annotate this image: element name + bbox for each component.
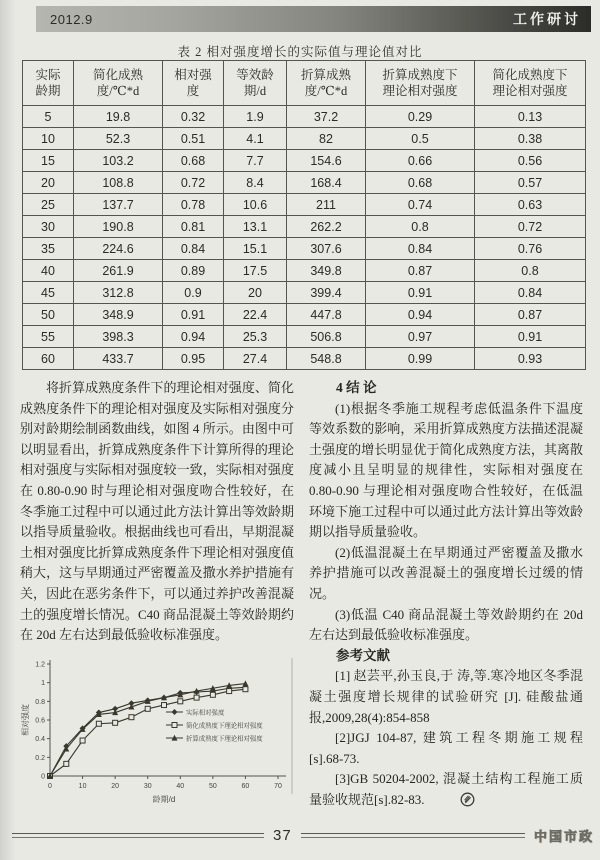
- table-cell: 25.3: [224, 326, 287, 348]
- table-cell: 0.63: [475, 194, 586, 216]
- conclusion-paragraph-2: (2)低温混凝土在早期通过严密覆盖及撒水养护措施可以改善混凝土的强度增长过缓的情况。: [309, 544, 583, 601]
- table-cell: 0.76: [475, 238, 586, 260]
- svg-text:0.2: 0.2: [35, 754, 45, 762]
- table-cell: 0.74: [366, 194, 475, 216]
- table-row: [23, 282, 586, 304]
- reference-3-text: [3]GB 50204-2002, 混凝土结构工程施工质量验收规范[s].82-83.: [309, 771, 583, 807]
- svg-text:1.2: 1.2: [35, 661, 45, 669]
- table-cell: 0.68: [163, 150, 224, 172]
- table-cell: 307.6: [287, 238, 366, 260]
- svg-text:实际相对强度: 实际相对强度: [186, 709, 225, 717]
- reference-3: [309, 769, 583, 813]
- reference-1: [1] 赵芸平,孙玉良,于 涛,等.寒冷地区冬季混凝土强度增长规律的试验研究 [J]. 硅酸盐通报,2009,28(4):854-858: [309, 668, 583, 725]
- table-row: [23, 238, 586, 260]
- table-cell: 7.7: [224, 150, 287, 172]
- table-cell: 5: [23, 106, 74, 128]
- table-cell: 27.4: [224, 348, 287, 370]
- svg-text:60: 60: [241, 782, 250, 790]
- table-cell: 0.87: [366, 260, 475, 282]
- table-row: [23, 326, 586, 348]
- page-number: 37: [273, 827, 292, 844]
- footer-rule-right: [301, 833, 525, 838]
- table-cell: 211: [287, 194, 366, 216]
- table-cell: 10: [23, 128, 74, 150]
- table-cell: 20: [23, 172, 74, 194]
- table-cell: 8.4: [224, 172, 287, 194]
- table-cell: 0.94: [163, 326, 224, 348]
- right-column: [309, 378, 583, 824]
- table-cell: 45: [23, 282, 74, 304]
- table-cell: 0.78: [163, 194, 224, 216]
- table-cell: 0.81: [163, 216, 224, 238]
- table-cell: 0.87: [475, 304, 586, 326]
- table-cell: 0.32: [163, 106, 224, 128]
- table-cell: 37.2: [287, 106, 366, 128]
- section-title: 工作研讨: [513, 11, 581, 27]
- svg-text:10: 10: [78, 782, 87, 790]
- table-cell: 0.97: [366, 326, 475, 348]
- table-cell: 0.66: [366, 150, 475, 172]
- table-cell: 55: [23, 326, 74, 348]
- table-cell: 0.95: [163, 348, 224, 370]
- table-title: 表 2 相对强度增长的实际值与理论值对比: [177, 45, 423, 59]
- table-cell: 13.1: [224, 216, 287, 238]
- table-cell: 0.57: [475, 172, 586, 194]
- page-footer: [12, 826, 594, 845]
- table-cell: 0.9: [163, 282, 224, 304]
- table-row: [23, 150, 586, 172]
- table-cell: 4.1: [224, 128, 287, 150]
- table-cell: 0.91: [163, 304, 224, 326]
- table-row: [23, 260, 586, 282]
- table-cell: 10.6: [224, 194, 287, 216]
- analysis-paragraph: 将折算成熟度条件下的理论相对强度、简化成熟度条件下的理论相对强度及实际相对强度分别对龄期绘制函数曲线，如图 4 所示。由图中可以明显看出，折算成熟度条件下计算所得的理论相对强度与实际相对强度较一致，实际相对强度在 0.80-0.90 时与理论相对强度吻合性较好，在冬季施工过程中可以通过此方法计算出等效龄期以指导质量验收。根据曲线也可看出，早期混凝土相对强度比折算成熟度条件下理论相对强度值稍大，这与早期通过严密覆盖及撒水养护措施有关，因此在恶劣条件下，可以通过养护改善混凝土的强度增长情况。C40 商品混凝土等效龄期约在 20d 左右达到最低验收标准强度。: [20, 380, 294, 643]
- table-cell: 433.7: [74, 348, 163, 370]
- table-cell: 137.7: [74, 194, 163, 216]
- table-row: [23, 106, 586, 128]
- table-cell: 0.38: [475, 128, 586, 150]
- table-cell: 0.91: [475, 326, 586, 348]
- svg-text:50: 50: [208, 782, 217, 790]
- table-cell: 0.13: [475, 106, 586, 128]
- body-columns: [20, 378, 583, 824]
- svg-text:30: 30: [143, 782, 152, 790]
- figure-4-chart: [20, 654, 298, 818]
- table-cell: 548.8: [287, 348, 366, 370]
- table-cell: 82: [287, 128, 366, 150]
- table-cell: 22.4: [224, 304, 287, 326]
- table-cell: 447.8: [287, 304, 366, 326]
- conclusion-paragraph-3: (3)低温 C40 商品混凝土等效龄期约在 20d 左右达到最低验收标准强度。: [309, 606, 583, 643]
- svg-text:龄期/d: 龄期/d: [152, 794, 176, 804]
- article-end-icon: [434, 792, 475, 814]
- column-header: 折算成熟度下 理论相对强度: [366, 61, 475, 106]
- left-column: [20, 378, 294, 824]
- table-cell: 0.84: [475, 282, 586, 304]
- svg-text:0.6: 0.6: [35, 717, 45, 725]
- svg-text:0.4: 0.4: [35, 735, 45, 743]
- table-cell: 20: [224, 282, 287, 304]
- svg-text:20: 20: [111, 782, 120, 790]
- table-cell: 1.9: [224, 106, 287, 128]
- table-cell: 224.6: [74, 238, 163, 260]
- table-cell: 0.84: [163, 238, 224, 260]
- table-cell: 348.9: [74, 304, 163, 326]
- table-cell: 0.93: [475, 348, 586, 370]
- table-cell: 0.99: [366, 348, 475, 370]
- comparison-table: [22, 60, 586, 370]
- svg-text:简化成熟度下理论相对强度: 简化成熟度下理论相对强度: [186, 722, 263, 730]
- header-bar: [36, 6, 591, 32]
- table-cell: 15: [23, 150, 74, 172]
- table-cell: 154.6: [287, 150, 366, 172]
- table-cell: 15.1: [224, 238, 287, 260]
- conclusion-paragraph-1: (1)根据冬季施工规程考虑低温条件下温度等效系数的影响，采用折算成熟度方法描述混凝土强度的增长明显优于简化成熟度方法，其离散度减小且呈明显的规律性，实际相对强度在 0.80-0.90 与理论相对强度吻合性较好，在低温环境下施工过程中可以通过此方法计算出等效龄期以指导质量验收。: [309, 400, 583, 540]
- table-cell: 506.8: [287, 326, 366, 348]
- table-cell: 0.8: [475, 260, 586, 282]
- table-row: [23, 128, 586, 150]
- column-header: 折算成熟 度/℃*d: [287, 61, 366, 106]
- table-cell: 0.89: [163, 260, 224, 282]
- svg-text:折算成熟度下理论相对强度: 折算成熟度下理论相对强度: [186, 735, 263, 743]
- journal-name: 中国市政: [533, 829, 594, 844]
- table-cell: 312.8: [74, 282, 163, 304]
- svg-text:0.8: 0.8: [35, 698, 45, 706]
- table-row: [23, 194, 586, 216]
- table-cell: 168.4: [287, 172, 366, 194]
- comparison-table-body: [23, 106, 586, 370]
- table-cell: 40: [23, 260, 74, 282]
- table-cell: 25: [23, 194, 74, 216]
- column-header: 实际 龄期: [23, 61, 74, 106]
- column-header: 简化成熟度下 理论相对强度: [475, 61, 586, 106]
- issue-date: 2012.9: [50, 11, 93, 27]
- column-header: 等效龄 期/d: [224, 61, 287, 106]
- column-header: 简化成熟 度/℃*d: [74, 61, 163, 106]
- table-cell: 0.56: [475, 150, 586, 172]
- svg-text:0: 0: [41, 773, 45, 781]
- table-cell: 60: [23, 348, 74, 370]
- table-cell: 190.8: [74, 216, 163, 238]
- table-cell: 52.3: [74, 128, 163, 150]
- table-cell: 17.5: [224, 260, 287, 282]
- column-header: 相对强 度: [163, 61, 224, 106]
- references-heading: 参考文献: [336, 647, 390, 663]
- table-cell: 349.8: [287, 260, 366, 282]
- table-cell: 0.8: [366, 216, 475, 238]
- table-row: [23, 172, 586, 194]
- table-cell: 19.8: [74, 106, 163, 128]
- footer-rule-left: [12, 833, 264, 838]
- table-cell: 103.2: [74, 150, 163, 172]
- table-cell: 35: [23, 238, 74, 260]
- table-cell: 398.3: [74, 326, 163, 348]
- comparison-table-header: [23, 61, 586, 106]
- table-cell: 0.72: [475, 216, 586, 238]
- svg-text:40: 40: [176, 782, 185, 790]
- reference-2: [2]JGJ 104-87, 建筑工程冬期施工规程 [s].68-73.: [309, 730, 583, 766]
- conclusion-heading: 4 结 论: [336, 380, 377, 395]
- table-cell: 0.51: [163, 128, 224, 150]
- table-cell: 0.91: [366, 282, 475, 304]
- table-cell: 0.84: [366, 238, 475, 260]
- table-row: [23, 304, 586, 326]
- table-cell: 108.8: [74, 172, 163, 194]
- table-cell: 0.72: [163, 172, 224, 194]
- table-cell: 262.2: [287, 216, 366, 238]
- table-cell: 50: [23, 304, 74, 326]
- svg-text:相对强度: 相对强度: [21, 703, 30, 736]
- svg-text:70: 70: [274, 782, 282, 790]
- table-cell: 0.29: [366, 106, 475, 128]
- table-cell: 0.5: [366, 128, 475, 150]
- table-cell: 399.4: [287, 282, 366, 304]
- table-cell: 30: [23, 216, 74, 238]
- svg-text:1: 1: [41, 679, 45, 687]
- table-row: [23, 348, 586, 370]
- table-row: [23, 216, 586, 238]
- figure-4: [20, 654, 294, 825]
- table-cell: 0.94: [366, 304, 475, 326]
- table-cell: 261.9: [74, 260, 163, 282]
- svg-text:0: 0: [48, 782, 52, 790]
- table-cell: 0.68: [366, 172, 475, 194]
